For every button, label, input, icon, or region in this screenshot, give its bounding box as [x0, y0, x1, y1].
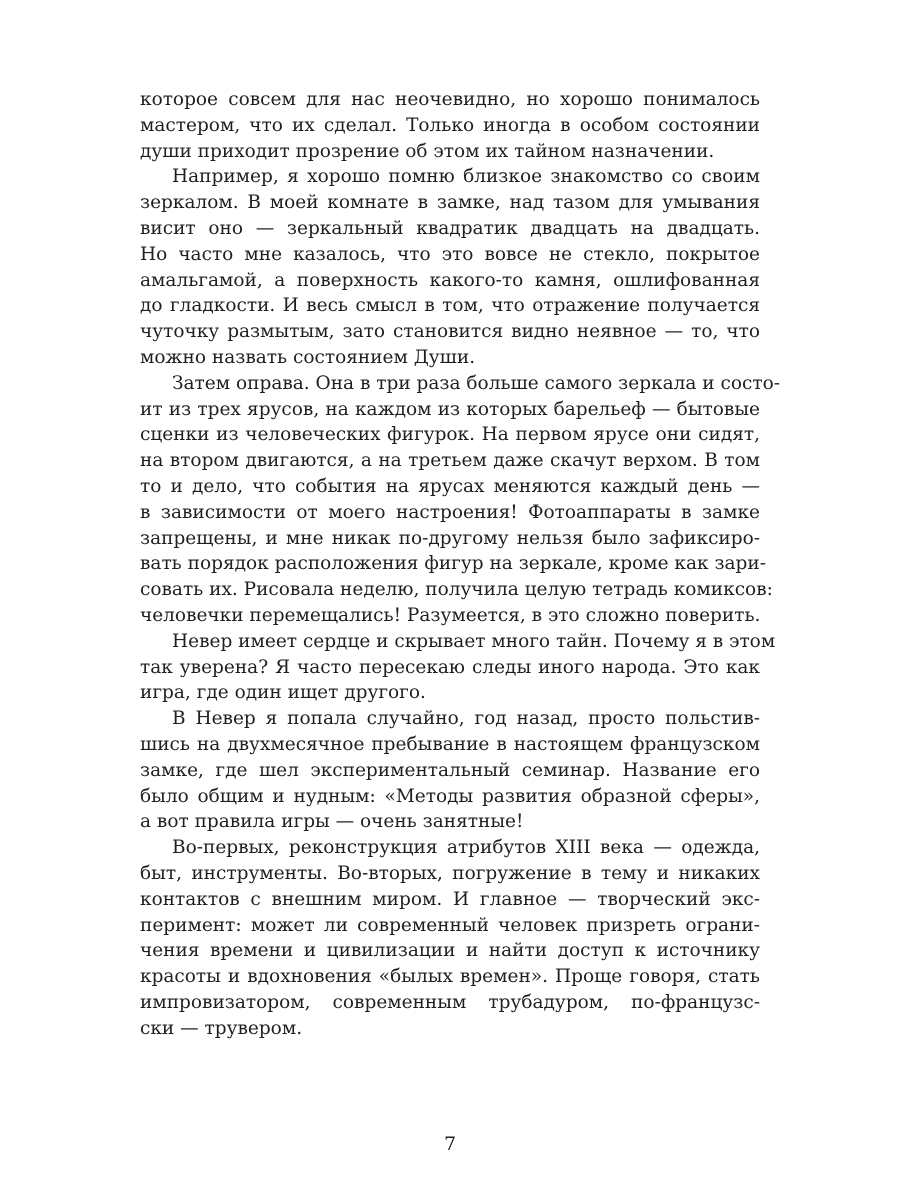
text-line: мастером, что их сделал. Только иногда в особом состоянии: [140, 114, 760, 136]
text-line: Но часто мне казалось, что это вовсе не стекло, покрытое: [140, 243, 760, 265]
text-line: перимент: может ли современный человек призреть ограни-: [140, 914, 760, 936]
text-line: а вот правила игры — очень занятные!: [140, 811, 524, 833]
paragraph: [140, 706, 760, 835]
text-line: Во-первых, реконструкция атрибутов XIII века — одежда,: [172, 837, 760, 859]
text-line: Невер имеет сердце и скрывает много тайн. Почему я в этом: [172, 630, 776, 652]
text-line: В Невер я попала случайно, год назад, просто польстив-: [172, 708, 760, 730]
text-line: совать их. Рисовала неделю, получила целую тетрадь комиксов:: [140, 579, 773, 601]
text-line: вать порядок расположения фигур на зеркале, кроме как зари-: [140, 553, 766, 575]
text-line: красоты и вдохновения «былых времен». Проще говоря, стать: [140, 966, 760, 988]
paragraph: [140, 164, 760, 370]
text-line: быт, инструменты. Во-вторых, погружение в тему и никаких: [140, 862, 760, 884]
text-line: чуточку размытым, зато становится видно неявное — то, что: [140, 321, 760, 343]
text-line: шись на двухмесячное пребывание в настоящем французском: [140, 733, 760, 755]
text-line: которое совсем для нас неочевидно, но хорошо понималось: [140, 89, 760, 110]
text-line: зеркалом. В моей комнате в замке, над тазом для умывания: [140, 192, 760, 214]
text-line: так уверена? Я часто пересекаю следы иного народа. Это как: [140, 656, 760, 678]
text-line: в зависимости от моего настроения! Фотоаппараты в замке: [140, 501, 760, 523]
text-line: Затем оправа. Она в три раза больше самого зеркала и состо-: [172, 372, 781, 394]
text-line: души приходит прозрение об этом их тайном назначении.: [140, 140, 715, 162]
text-line: чения времени и цивилизации и найти доступ к источнику: [140, 940, 760, 962]
text-line: на втором двигаются, а на третьем даже скачут верхом. В том: [140, 450, 760, 472]
text-line: было общим и нудным: «Методы развития образной сферы»,: [140, 785, 760, 807]
text-line: ски — трувером.: [140, 1017, 303, 1039]
text-line: импровизатором, современным трубадуром, по-французс-: [140, 991, 760, 1013]
page-number: 7: [443, 1133, 457, 1155]
paragraph: [140, 371, 781, 629]
text-line: висит оно — зеркальный квадратик двадцать на двадцать.: [140, 217, 760, 239]
text-line: человечки перемещались! Разумеется, в это сложно поверить.: [140, 604, 761, 626]
paragraph: [140, 629, 776, 706]
text-line: контактов с внешним миром. И главное — творческий экс-: [140, 888, 760, 910]
paragraph: [140, 835, 760, 1041]
paragraph: [140, 87, 760, 164]
text-line: сценки из человеческих фигурок. На первом ярусе они сидят,: [140, 424, 760, 446]
text-line: то и дело, что события на ярусах меняются каждый день —: [140, 475, 760, 497]
text-line: до гладкости. И весь смысл в том, что отражение получается: [140, 295, 760, 317]
text-line: запрещены, и мне никак по-другому нельзя было зафиксиро-: [140, 527, 760, 549]
text-line: замке, где шел экспериментальный семинар. Название его: [140, 759, 760, 781]
text-line: ит из трех ярусов, на каждом из которых барельеф — бытовые: [140, 398, 760, 420]
text-line: игра, где один ищет другого.: [140, 682, 426, 704]
body-text: [140, 87, 781, 1041]
text-line: амальгамой, а поверхность какого-то камня, ошлифованная: [140, 269, 760, 291]
text-line: Например, я хорошо помню близкое знакомство со своим: [172, 166, 760, 188]
text-line: можно назвать состоянием Души.: [140, 346, 476, 368]
